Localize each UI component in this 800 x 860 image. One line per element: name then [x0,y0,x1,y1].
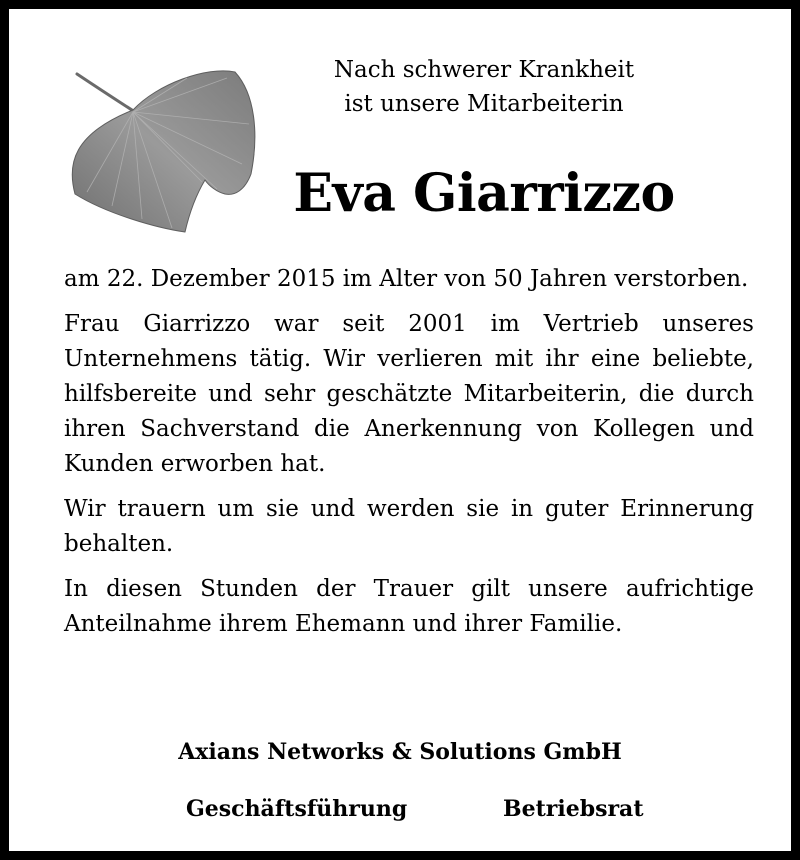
paragraph-condolence: In diesen Stunden der Trauer gilt unsere aufrichtige Anteilnahme ihrem Ehemann und ihrer Familie. [64,576,754,637]
signature-works-council: Betriebsrat [503,796,644,822]
signature-management: Geschäftsführung [186,796,408,822]
paragraph-death-date: am 22. Dezember 2015 im Alter von 50 Jahren verstorben. [64,266,749,292]
company-name: Axians Networks & Solutions GmbH [178,739,622,765]
deceased-name: Eva Giarrizzo [293,163,675,224]
intro-text [309,53,659,121]
paragraph-career: Frau Giarrizzo war seit 2001 im Vertrieb unseres Unternehmens tätig. Wir verlieren mit ihr eine beliebte, hilfsbereite und sehr geschätzte Mitarbeiterin, die durch ihren Sachverstand die Anerkennung von Kollegen und Kunden erworben hat. [64,311,754,477]
paragraph-mourning: Wir trauern um sie und werden sie in guter Erinnerung behalten. [64,496,754,557]
notice-body [64,262,754,652]
ginkgo-leaf-icon [67,64,259,234]
intro-line-2: ist unsere Mitarbeiterin [344,91,624,117]
intro-line-1: Nach schwerer Krankheit [333,57,635,83]
